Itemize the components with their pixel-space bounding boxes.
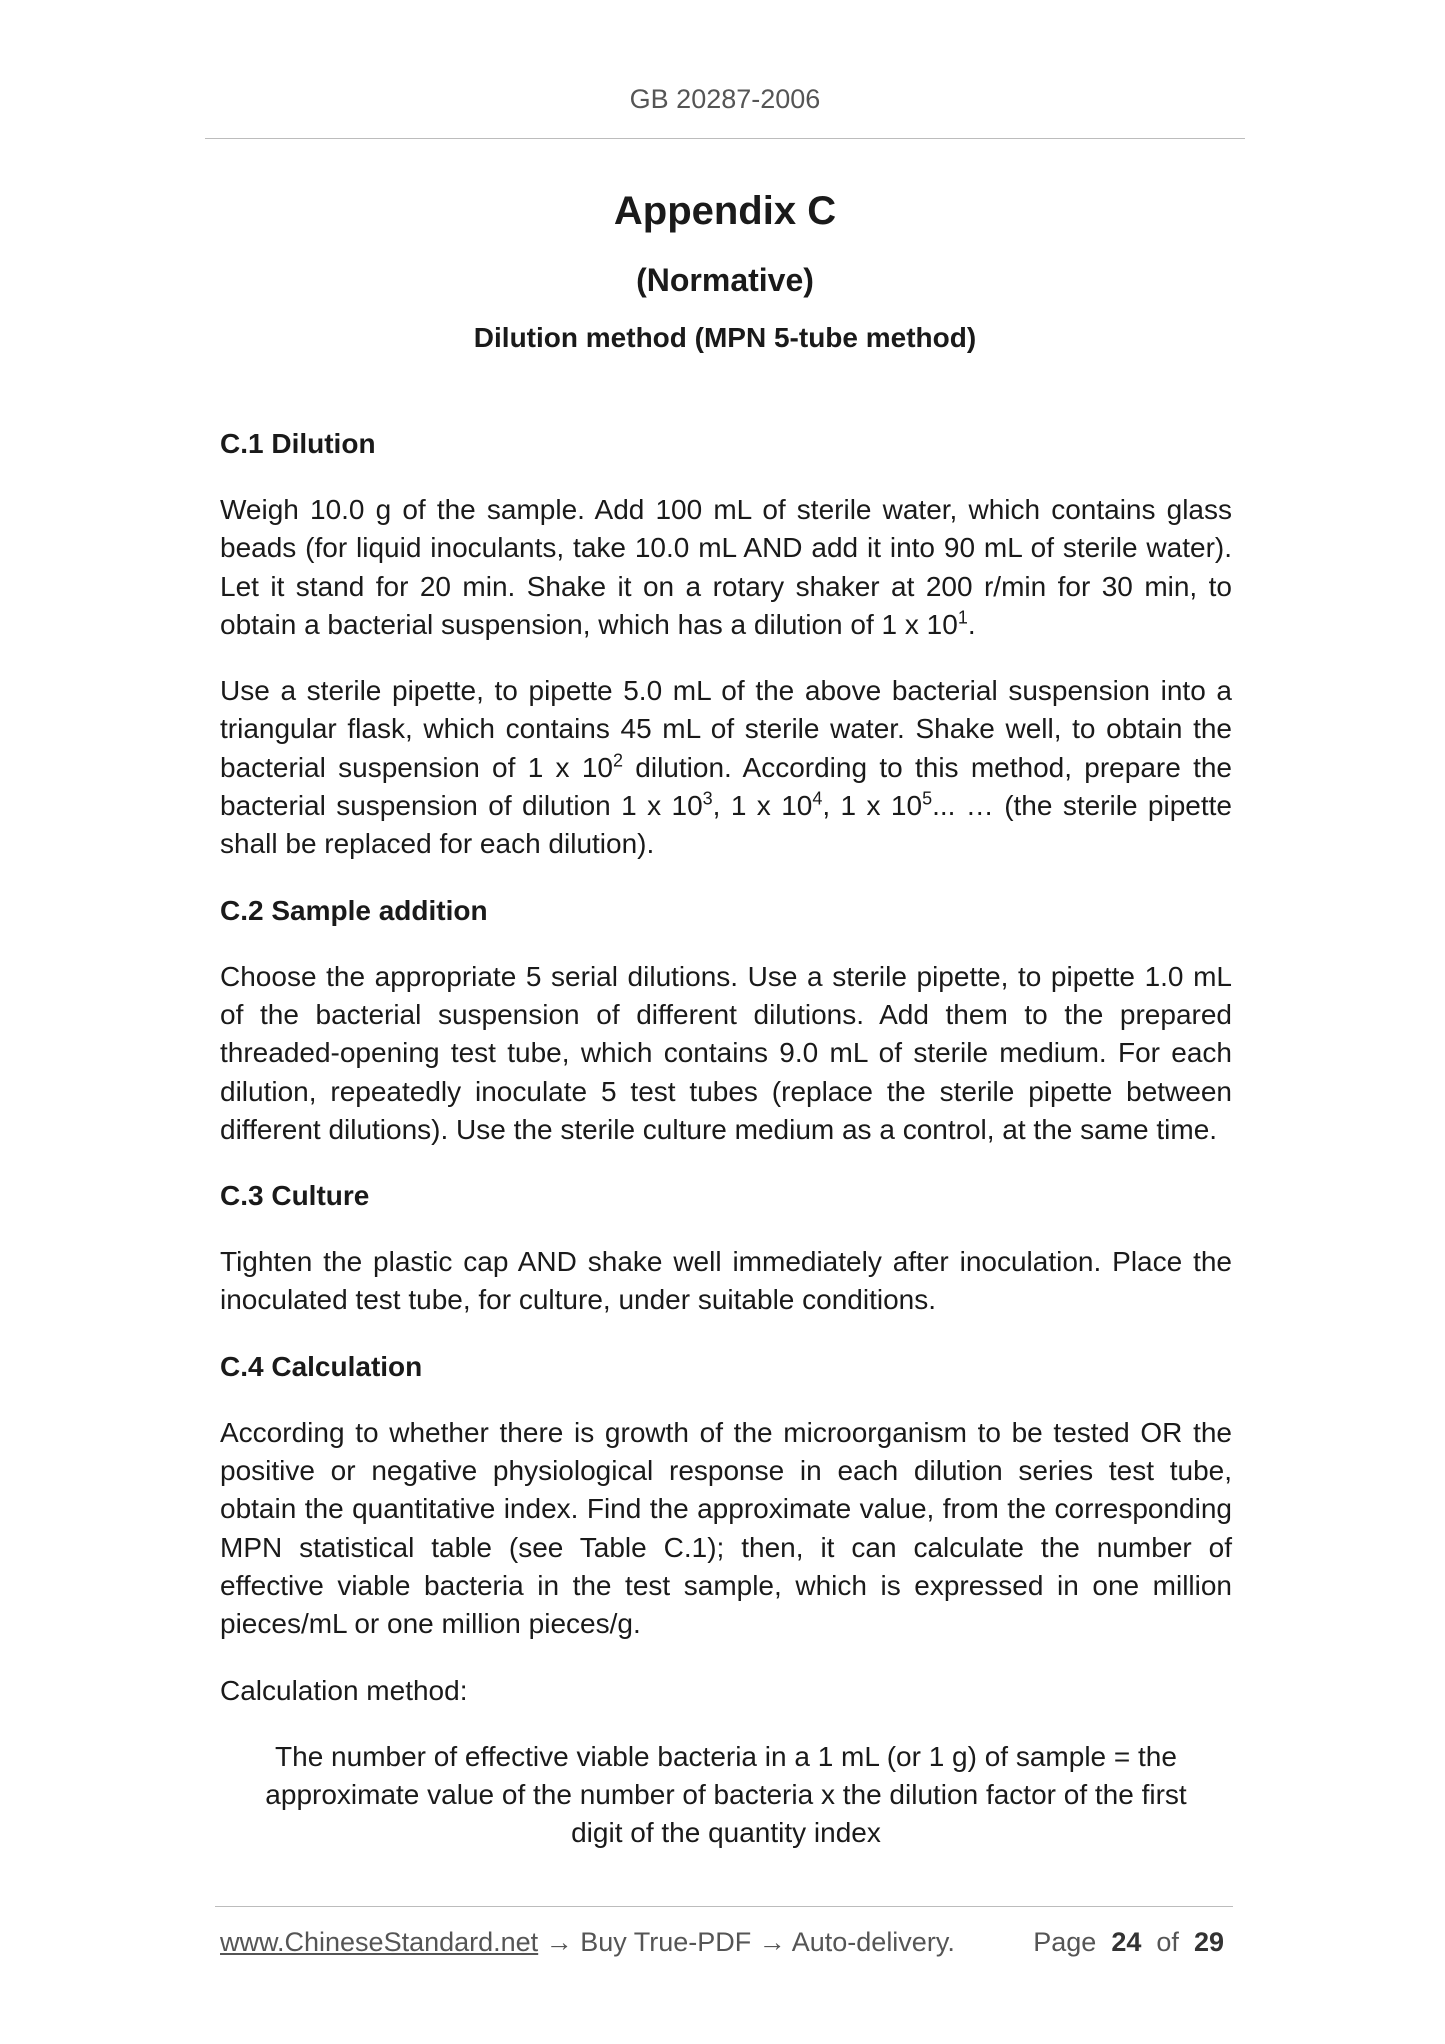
c1-paragraph-1: Weigh 10.0 g of the sample. Add 100 mL of sterile water, which contains glass beads (for liquid inoculants, take 10.0 mL AND add it into 90 mL of sterile water). Let it stand for 20 min. Shake it on a rotary shaker at 200 r/min for 30 min, to obtain a bacterial suspension, which has a dilution of 1 x $10^1$. [220, 494, 1232, 640]
section-heading-c1: C.1 Dilution [220, 428, 376, 459]
document-body [220, 425, 1232, 1853]
page-total: 29 [1193, 1927, 1224, 1957]
c4-paragraph-2: Calculation method: [220, 1674, 468, 1706]
page-header: GB 20287-2006 [629, 84, 821, 114]
page-number: 24 [1111, 1927, 1142, 1957]
website-link[interactable]: www.ChineseStandard.net [220, 1927, 539, 1957]
section-heading-c3: C.3 Culture [220, 1180, 370, 1212]
page-indicator: Page 24 of 29 [1033, 1927, 1224, 1957]
calculation-formula: The number of effective viable bacteria in a 1 mL (or 1 g) of sample = the approximate value of the number of bacteria x the dilution factor of the first digit of the quantity index [265, 1740, 1187, 1849]
c4-paragraph-1: According to whether there is growth of the microorganism to be tested OR the positive or negative physiological response in each dilution series test tube, obtain the quantitative index. Find the approximate value, from the corresponding MPN statistical table (see Table C.1); then, it can calculate the number of effective viable bacteria in the test sample, which is expressed in one million pieces/mL or one million pieces/g. [220, 1416, 1232, 1640]
header-divider [205, 138, 1245, 139]
c2-paragraph-1: Choose the appropriate 5 serial dilutions. Use a sterile pipette, to pipette 1.0 mL of the bacterial suspension of different dilutions. Add them to the prepared threaded-opening test tube, which contains 9.0 mL of sterile medium. For each dilution, repeatedly inoculate 5 test tubes (replace the sterile pipette between different dilutions). Use the sterile culture medium as a control, at the same time. [220, 960, 1232, 1145]
appendix-title-block [205, 180, 1245, 356]
appendix-subtitle: (Normative) [636, 262, 814, 298]
appendix-title: Appendix C [613, 189, 837, 233]
c1-paragraph-2: Use a sterile pipette, to pipette 5.0 mL of the above bacterial suspension into a triangular flask, which contains 45 mL of sterile water. Shake well, to obtain the bacterial suspension of 1 x $10^2$ dilution. According to this method, prepare the bacterial suspension of dilution 1 x $10^3$, 1 x $10^4$, 1 x $10^5$... … (the sterile pipette shall be replaced for each dilution). [220, 675, 1232, 860]
footer-tagline: → Buy True-PDF → Auto-delivery. [538, 1927, 955, 1957]
page-footer [220, 1922, 1232, 1962]
footer-divider [215, 1906, 1233, 1907]
appendix-name: Dilution method (MPN 5-tube method) [473, 322, 977, 353]
c3-paragraph-1: Tighten the plastic cap AND shake well immediately after inoculation. Place the inoculated test tube, for culture, under suitable conditions. [220, 1246, 1232, 1316]
section-heading-c4: C.4 Calculation [220, 1350, 423, 1382]
section-heading-c2: C.2 Sample addition [220, 894, 488, 926]
